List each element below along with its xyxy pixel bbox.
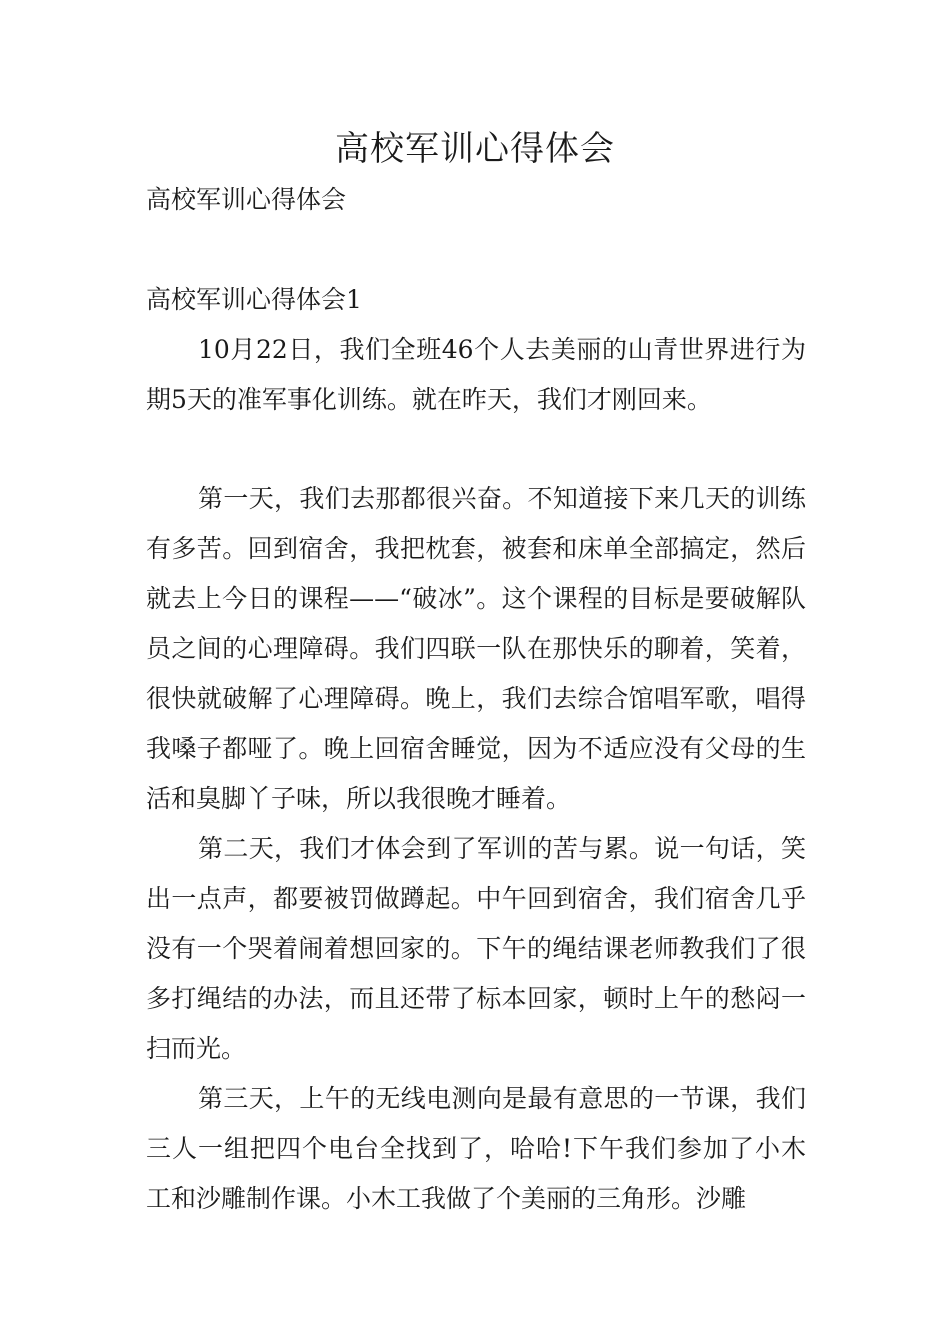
paragraph-2: 第一天，我们去那都很兴奋。不知道接下来几天的训练有多苦。回到宿舍，我把枕套，被套和床单全部搞定，然后就去上今日的课程——“破冰”。这个课程的目标是要破解队员之间的心理障碍。我们四联一队在那快乐的聊着，笑着，很快就破解了心理障碍。晚上，我们去综合馆唱军歌，唱得我嗓子都哑了。晚上回宿舍睡觉，因为不适应没有父母的生活和臭脚丫子味，所以我很晚才睡着。 (146, 484, 806, 813)
paragraph-1: 10月22日，我们全班46个人去美丽的山青世界进行为期5天的准军事化训练。就在昨天，我们才刚回来。 (146, 335, 806, 414)
document-subtitle: 高校军训心得体会 (146, 185, 347, 214)
paragraph-4: 第三天，上午的无线电测向是最有意思的一节课，我们三人一组把四个电台全找到了，哈哈!下午我们参加了小木工和沙雕制作课。小木工我做了个美丽的三角形。沙雕 (146, 1084, 806, 1213)
paragraph-3: 第二天，我们才体会到了军训的苦与累。说一句话，笑出一点声，都要被罚做蹲起。中午回到宿舍，我们宿舍几乎没有一个哭着闹着想回家的。下午的绳结课老师教我们了很多打绳结的办法，而且还带了标本回家，顿时上午的愁闷一扫而光。 (146, 834, 806, 1063)
document-title: 高校军训心得体会 (335, 129, 615, 169)
section-heading: 高校军训心得体会1 (146, 285, 362, 314)
